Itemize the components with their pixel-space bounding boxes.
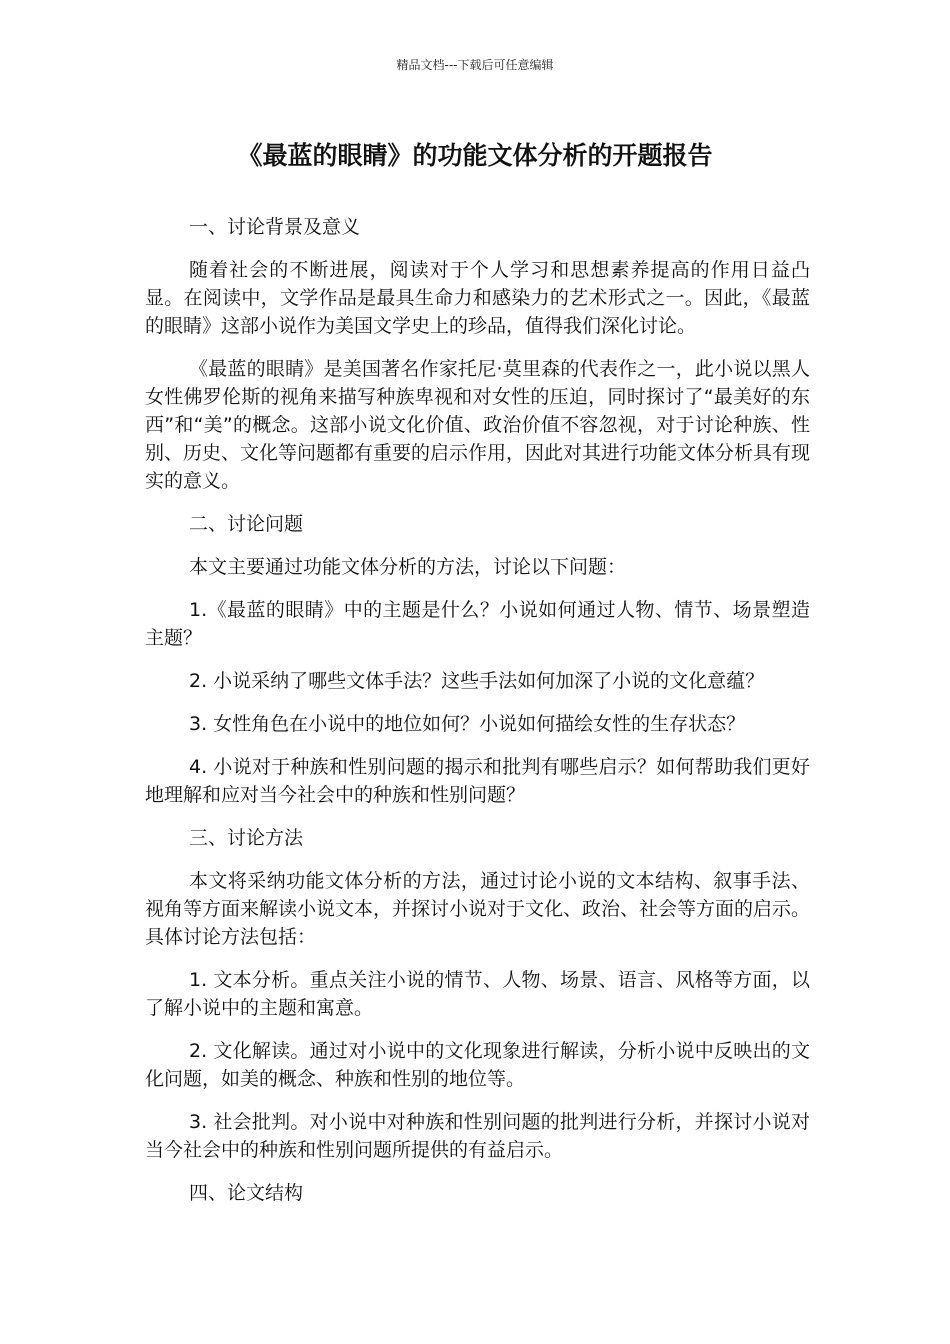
section-heading-structure: 四、论文结构	[189, 1182, 304, 1204]
paragraph-background-2: 《最蓝的眼睛》是美国著名作家托尼·莫里森的代表作之一，此小说以黑人女性佛罗伦斯的视角来描写种族卑视和对女性的压迫，同时探讨了“最美好的东西”和“美”的概念。这部小说文化价值、政治价值不容忽视，对于讨论种族、性别、历史、文化等问题都有重要的启示作用，因此对其进行功能文体分析具有现实的意义。	[145, 358, 811, 492]
section-heading-methods: 三、讨论方法	[189, 827, 304, 849]
section-heading-questions: 二、讨论问题	[189, 513, 304, 535]
question-item-3: 3. 女性角色在小说中的地位如何？小说如何描绘女性的生存状态？	[189, 713, 746, 735]
method-item-3: 3. 社会批判。对小说中对种族和性别问题的批判进行分析，并探讨小说对当今社会中的种族和性别问题所提供的有益启示。	[145, 1111, 810, 1161]
document-title: 《最蓝的眼睛》的功能文体分析的开题报告	[237, 141, 713, 170]
question-item-4: 4. 小说对于种族和性别问题的揭示和批判有哪些启示？如何帮助我们更好地理解和应对当今社会中的种族和性别问题？	[145, 756, 810, 806]
paragraph-methods-intro: 本文将采纳功能文体分析的方法，通过讨论小说的文本结构、叙事手法、视角等方面来解读小说文本，并探讨小说对于文化、政治、社会等方面的启示。具体讨论方法包括：	[145, 870, 811, 948]
section-heading-background: 一、讨论背景及意义	[189, 216, 361, 238]
page-header: 精品文档---下载后可任意编辑	[396, 58, 554, 72]
method-item-1: 1. 文本分析。重点关注小说的情节、人物、场景、语言、风格等方面，以了解小说中的主题和寓意。	[145, 969, 810, 1019]
document-body	[145, 213, 810, 1222]
paragraph-questions-intro: 本文主要通过功能文体分析的方法，讨论以下问题：	[189, 556, 627, 578]
question-item-2: 2. 小说采纳了哪些文体手法？这些手法如何加深了小说的文化意蕴？	[189, 670, 765, 692]
paragraph-background-1: 随着社会的不断进展，阅读对于个人学习和思想素养提高的作用日益凸显。在阅读中，文学作品是最具生命力和感染力的艺术形式之一。因此，《最蓝的眼睛》这部小说作为美国文学史上的珍品，值得我们深化讨论。	[145, 259, 810, 337]
method-item-2: 2. 文化解读。通过对小说中的文化现象进行解读，分析小说中反映出的文化问题，如美的概念、种族和性别的地位等。	[145, 1040, 810, 1090]
question-item-1: 1.《最蓝的眼睛》中的主题是什么？小说如何通过人物、情节、场景塑造主题？	[145, 599, 810, 649]
